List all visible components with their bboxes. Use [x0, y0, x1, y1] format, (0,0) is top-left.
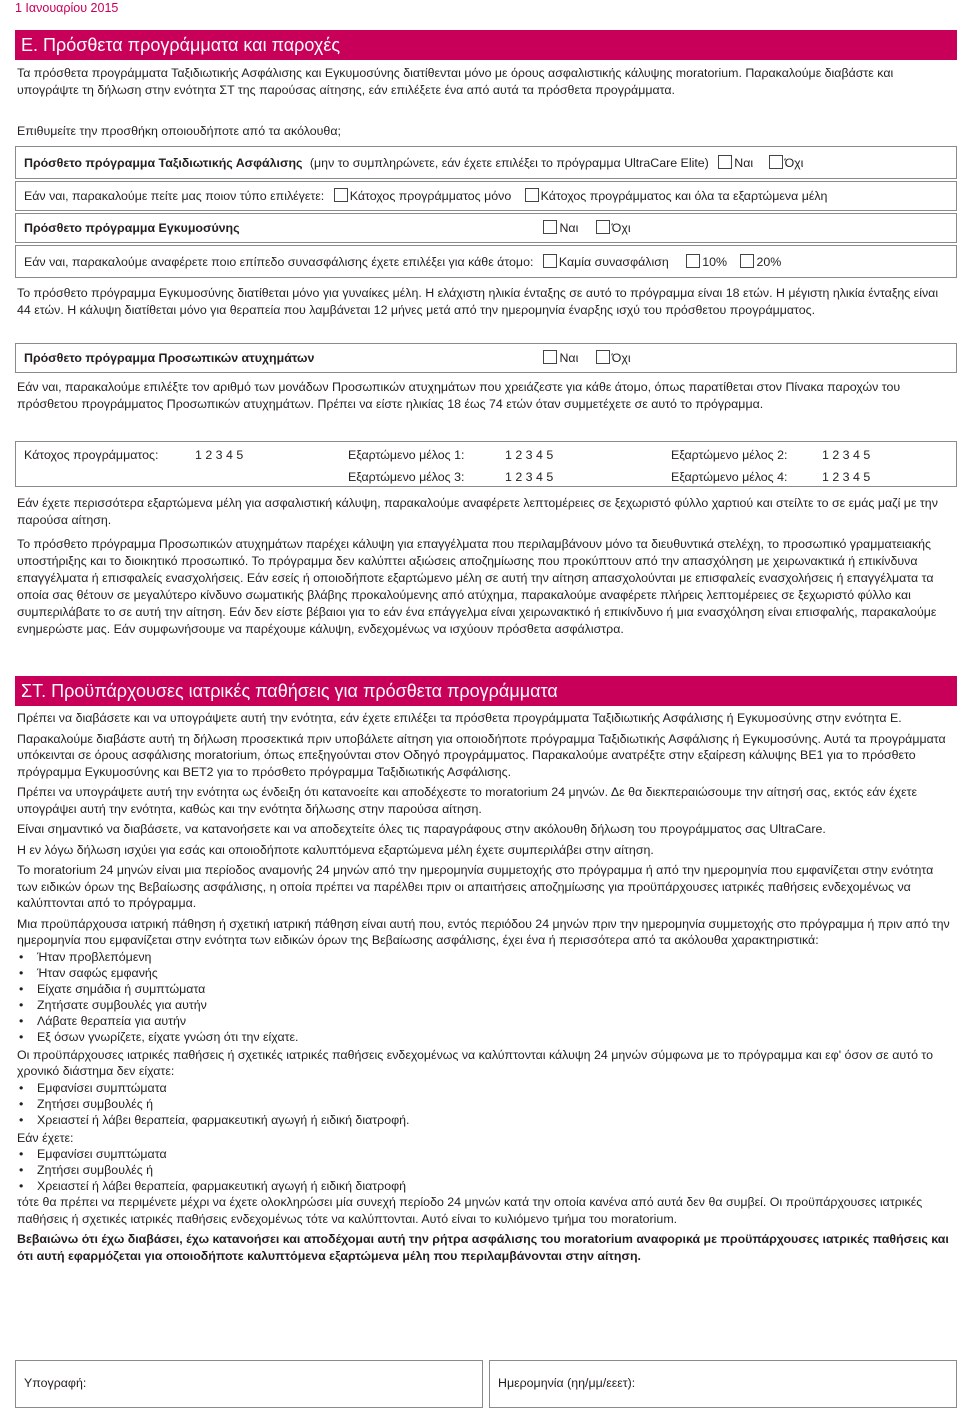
holder-and-dependants-label: Κάτοχος προγράμματος και όλα τα εξαρτώμενα μέλη [540, 189, 828, 203]
no-coinsurance-checkbox[interactable] [543, 254, 557, 268]
list-item: • Χρειαστεί ή λάβει θεραπεία, φαρμακευτική αγωγή ή ειδική διατροφή. [17, 1112, 955, 1128]
list-item: • Λάβατε θεραπεία για αυτήν [17, 1013, 955, 1029]
dependant-1-units-scale[interactable]: 1 2 3 4 5 [505, 448, 554, 462]
if-symptoms-list [17, 1146, 955, 1194]
maternity-notes [17, 285, 955, 319]
travel-type-row [15, 181, 957, 211]
dependant-4-units-scale[interactable]: 1 2 3 4 5 [822, 470, 871, 484]
holder-and-dependants-checkbox[interactable] [525, 188, 539, 202]
section-f-p8: Οι προϋπάρχουσες ιατρικές παθήσεις ή σχετικές ιατρικές παθήσεις ενδεχομένως να καλύπτονται κάλυψη 24 μηνών σύμφωνα με το πρόγραμμα και εφ' όσον σε αυτό το χρονικό διάστημα δεν είχατε: [17, 1047, 934, 1078]
list-item: • Είχατε σημάδια ή συμπτώματα [17, 981, 955, 997]
travel-no-label: Όχι [784, 156, 804, 170]
maternity-addon-label: Πρόσθετο πρόγραμμα Εγκυμοσύνης [24, 221, 240, 235]
no-coinsurance-label: Καμία συνασφάλιση [558, 255, 669, 269]
coinsurance-10-label: 10% [702, 255, 728, 269]
travel-addon-row [15, 146, 957, 179]
document-date: 1 Ιανουαρίου 2015 [15, 1, 119, 15]
holder-only-label: Κάτοχος προγράμματος μόνο [349, 189, 512, 203]
section-f-p2: Παρακαλούμε διαβάστε αυτή τη δήλωση προσεκτικά πριν υποβάλετε αίτηση για οποιοδήποτε πρόγραμμα Ταξιδιωτικής Ασφάλισης ή Εγκυμοσύνης. Αυτά τα προγράμματα υπόκεινται σε όρους ασφάλισης moratorium, όπως επεξηγούνται στον Οδηγό προγράμματος. Παρακαλούμε ανατρέξτε στην εξαίρεση κάλυψης ΒΕ1 για το πρόσθετο πρόγραμμα Εγκυμοσύνης και ΒΕΤ2 για το πρόσθετο πρόγραμμα Ταξιδιωτικής Ασφάλισης. [17, 731, 946, 779]
holder-units-label: Κάτοχος προγράμματος: [24, 448, 159, 462]
coinsurance-10-checkbox[interactable] [686, 254, 700, 268]
coinsurance-row [15, 245, 957, 278]
list-item: • Ζητήσατε συμβουλές για αυτήν [17, 997, 955, 1013]
section-e-heading: E. Πρόσθετα προγράμματα και παροχές [15, 30, 957, 60]
coinsurance-prompt: Εάν ναι, παρακαλούμε αναφέρετε ποιο επίπεδο συνασφάλισης έχετε επιλέξει για κάθε άτομο: [24, 255, 534, 269]
more-dependants-text: Εάν έχετε περισσότερα εξαρτώμενα μέλη για ασφαλιστική κάλυψη, παρακαλούμε αναφέρετε λεπτομέρειες σε ξεχωριστό φύλλο χαρτιού και στείλτε το σε εμάς μαζί με την παρούσα αίτηση. [17, 496, 938, 527]
coinsurance-20-label: 20% [756, 255, 782, 269]
section-f-p1: Πρέπει να διαβάσετε και να υπογράψετε αυτή την ενότητα, εάν έχετε επιλέξει τα πρόσθετα προγράμματα Ταξιδιωτικής Ασφάλισης ή Εγκυμοσύνης στην ενότητα Ε. [17, 711, 902, 725]
list-item: • Χρειαστεί ή λάβει θεραπεία, φαρμακευτική αγωγή ή ειδική διατροφή [17, 1178, 955, 1194]
travel-no-checkbox[interactable] [769, 155, 783, 169]
travel-addon-note: (μην το συμπληρώνετε, εάν έχετε επιλέξει το πρόγραμμα UltraCare Elite) [309, 156, 709, 170]
travel-type-prompt: Εάν ναι, παρακαλούμε πείτε μας ποιον τύπο επιλέγετε: [24, 189, 325, 203]
list-item: • Ζητήσει συμβουλές ή [17, 1096, 955, 1112]
accident-cover-text [17, 536, 955, 638]
accident-addon-row [15, 343, 957, 373]
date-label: Ημερομηνία (ηη/μμ/εεετ): [498, 1376, 636, 1390]
condition-characteristics-list [17, 949, 955, 1045]
maternity-no-checkbox[interactable] [596, 220, 610, 234]
section-f-p4: Είναι σημαντικό να διαβάσετε, να κατανοήσετε και να αποδεχτείτε όλες τις παραγράφους στην ακόλουθη δήλωση του προγράμματος σας UltraCare. [17, 822, 826, 836]
dependant-2-units-scale[interactable]: 1 2 3 4 5 [822, 448, 871, 462]
travel-yes-checkbox[interactable] [718, 155, 732, 169]
accident-cover-exclusions: Το πρόγραμμα δεν καλύπτει αξιώσεις αποζημίωσης που προκύπτουν από την απασχόληση με χειρωνακτικά ή επικίνδυνα επαγγέλματα ή επισφαλείς ενασχολήσεις. Εάν εσείς ή οποιοδήποτε εξαρτώμενο μέλη σε αυτή την αίτηση απασχολούνται με επισφαλείς ενασχολήσεις ή επαγγέλματα τα οποία σας θέτουν σε μεγαλύτερο κίνδυνο σωματικής βλάβης προκαλούμενης από ατύχημα, παρακαλούμε αναφέρετε πλήρεις λεπτομέρειες σε ξεχωριστό φύλλο και συμπεριλάβατε το σε αυτή την αίτηση. [17, 554, 934, 619]
maternity-waiting-text: Η κάλυψη διατίθεται μόνο για θεραπεία που λαμβάνεται 12 μήνες μετά από την ημερομηνία έναρξης ισχύ του πρόσθετου προγράμματος. [67, 303, 816, 317]
list-item: • Εμφανίσει συμπτώματα [17, 1080, 955, 1096]
holder-units-scale[interactable]: 1 2 3 4 5 [195, 448, 244, 462]
list-item: • Ήταν προβλεπόμενη [17, 949, 955, 965]
date-field[interactable] [489, 1360, 957, 1408]
travel-addon-label: Πρόσθετο πρόγραμμα Ταξιδιωτικής Ασφάλισης [24, 156, 303, 170]
list-item: • Εξ όσων γνωρίζετε, είχατε γνώση ότι την είχατε. [17, 1029, 955, 1045]
section-e-question: Επιθυμείτε την προσθήκη οποιουδήποτε από τα ακόλουθα; [17, 124, 341, 138]
accident-addon-label: Πρόσθετο πρόγραμμα Προσωπικών ατυχημάτων [24, 351, 315, 365]
section-f-p5: Η εν λόγω δήλωση ισχύει για εσάς και οποιοδήποτε καλυπτόμενα εξαρτώμενα μέλη έχετε συμπεριλάβει στην αίτηση. [17, 842, 654, 857]
accident-units-table [15, 441, 957, 487]
dependant-3-units-label: Εξαρτώμενο μέλος 3: [348, 470, 465, 484]
holder-only-checkbox[interactable] [334, 188, 348, 202]
accident-cover-occupations: Το πρόσθετο πρόγραμμα Προσωπικών ατυχημάτων παρέχει κάλυψη για επαγγέλματα που περιλαμβάνουν μόνο τα διευθυντικά στελέχη, το προσωπικό γραμματειακής υποστήριξης και το διοικητικό προσωπικό. [17, 537, 932, 568]
dependant-2-units-label: Εξαρτώμενο μέλος 2: [671, 448, 788, 462]
accident-no-checkbox[interactable] [596, 350, 610, 364]
maternity-yes-checkbox[interactable] [543, 220, 557, 234]
maternity-eligibility-text: Το πρόσθετο πρόγραμμα Εγκυμοσύνης διατίθεται μόνο για γυναίκες μέλη. Η ελάχιστη ηλικία ένταξης σε αυτό το πρόγραμμα είναι 18 ετών. Η μέγιστη ηλικία ένταξης είναι 44 ετών. [17, 286, 939, 317]
section-f-p3: Πρέπει να υπογράψετε αυτή την ενότητα ως ένδειξη ότι κατανοείτε και αποδέχεστε το moratorium 24 μηνών. Δε θα διεκπεραιώσουμε την αίτησή σας, εκτός εάν έχετε υπογράψει αυτή την ενότητα, καθώς και την ενότητα δήλωσης στην παρούσα αίτηση. [17, 785, 918, 816]
section-f-p7: Μια προϋπάρχουσα ιατρική πάθηση ή σχετική ιατρική πάθηση είναι αυτή που, εντός περιόδου 24 μηνών πριν την ημερομηνία συμμετοχής στο πρόγραμμα ή πριν από την ημερομηνία που εμφανίζεται στην ενότητα των ειδικών όρων της Βεβαίωσης ασφάλισης, έχει ένα ή περισσότερα από τα ακόλουθα χαρακτηριστικά: [17, 916, 950, 947]
section-f-p6: Το moratorium 24 μηνών είναι μια περίοδος αναμονής 24 μηνών από την ημερομηνία συμμετοχής στο πρόγραμμα ή από την ημερομηνία που εμφανίζεται στην ενότητα των ειδικών όρων της Βεβαίωσης ασφάλισης, η οποία πρέπει να παρέλθει πριν οι απαιτήσεις αποζημίωσης για προϋπάρχουσες ιατρικές παθήσεις ενδεχομένως να καλύπτονται από το πρόγραμμα. [17, 863, 934, 910]
signature-label: Υπογραφή: [24, 1376, 87, 1390]
accident-age-text: Πρέπει να είστε ηλικίας 18 έως 74 ετών όταν συμμετέχετε σε αυτό το πρόγραμμα. [317, 397, 764, 411]
accident-yes-checkbox[interactable] [543, 350, 557, 364]
maternity-yes-label: Ναι [559, 221, 579, 235]
dependant-4-units-label: Εξαρτώμενο μέλος 4: [671, 470, 788, 484]
section-f-p10: τότε θα πρέπει να περιμένετε μέχρι να έχετε ολοκληρώσει μία συνεχή περίοδο 24 μηνών κατά την οποία κανένα από αυτά δεν θα συμβεί. Οι προϋπάρχουσες ιατρικές παθήσεις ή σχετικές ιατρικές παθήσεις ενδεχομένως τότε να καλύπτονται. Αυτό είναι το κυλιόμενο τμήμα του moratorium. [17, 1195, 923, 1226]
accident-units-text: Εάν ναι, παρακαλούμε επιλέξτε τον αριθμό των μονάδων Προσωπικών ατυχημάτων που χρειάζεστε για κάθε άτομο, όπως παρατίθεται στον Πίνακα παροχών του πρόσθετου προγράμματος Προσωπικών ατυχημάτων. [17, 380, 901, 411]
dependant-3-units-scale[interactable]: 1 2 3 4 5 [505, 470, 554, 484]
accident-units-instructions [17, 379, 955, 413]
accident-yes-label: Ναι [559, 351, 579, 365]
section-f-body [17, 710, 955, 1264]
coinsurance-20-checkbox[interactable] [740, 254, 754, 268]
maternity-no-label: Όχι [611, 221, 631, 235]
signature-field[interactable] [15, 1360, 483, 1408]
accident-cover-uncertain: Εάν δεν είστε βέβαιοι για το εάν ένα επάγγελμα είναι χειρωνακτικό ή επικίνδυνο ή μια ενασχόληση είναι επισφαλής, παρακαλούμε ενημερώστε μας. Εάν συμφωνήσουμε να παρέχουμε κάλυψη, ενδεχομένως να ισχύουν πρόσθετα ασφάλιστρα. [17, 605, 937, 636]
list-item: • Ζητήσει συμβουλές ή [17, 1162, 955, 1178]
accident-no-label: Όχι [611, 351, 631, 365]
section-f-heading: ΣΤ. Προϋπάρχουσες ιατρικές παθήσεις για πρόσθετα προγράμματα [15, 676, 957, 706]
dependant-1-units-label: Εξαρτώμενο μέλος 1: [348, 448, 465, 462]
list-item: • Ήταν σαφώς εμφανής [17, 965, 955, 981]
maternity-addon-row [15, 213, 957, 243]
list-item: • Εμφανίσει συμπτώματα [17, 1146, 955, 1162]
travel-yes-label: Ναι [734, 156, 754, 170]
moratorium-confirmation: Βεβαιώνω ότι έχω διαβάσει, έχω κατανοήσει και αποδέχομαι αυτή την ρήτρα ασφάλισης του moratorium αναφορικά με προϋπάρχουσες ιατρικές παθήσεις και ότι αυτή εφαρμόζεται για οποιοδήποτε καλυπτόμενα εξαρτώμενα μέλη που περιλαμβάνονται στην αίτηση. [17, 1232, 949, 1263]
section-e-intro: Τα πρόσθετα προγράμματα Ταξιδιωτικής Ασφάλισης και Εγκυμοσύνης διατίθενται μόνο με όρους ασφαλιστικής κάλυψης moratorium. Παρακαλούμε διαβάστε και υπογράψτε τη δήλωση στην ενότητα ΣΤ της παρούσας αίτησης, εάν επιλέξετε ένα από αυτά τα πρόσθετα προγράμματα. [17, 66, 894, 97]
no-symptoms-list [17, 1080, 955, 1128]
section-f-p9: Εάν έχετε: [17, 1130, 74, 1145]
